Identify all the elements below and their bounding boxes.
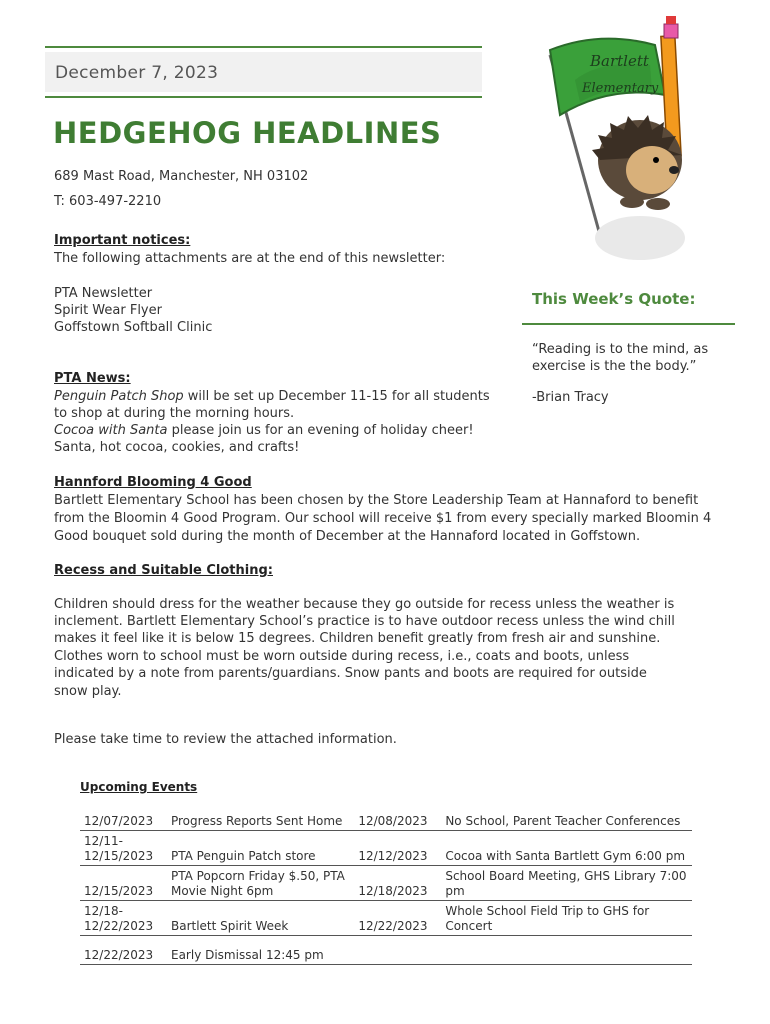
event-description: Whole School Field Trip to GHS for Concert: [441, 901, 692, 936]
event-description: PTA Penguin Patch store: [167, 831, 354, 866]
event-description: No School, Parent Teacher Conferences: [441, 812, 692, 831]
quote-heading: This Week’s Quote:: [532, 290, 696, 308]
quote-divider: [522, 323, 735, 325]
events-table: [80, 812, 692, 965]
newsletter-date: December 7, 2023: [55, 63, 219, 83]
newsletter-title: HEDGEHOG HEADLINES: [53, 116, 442, 150]
hannaford-line: Bartlett Elementary School has been chosen by the Store Leadership Team at Hannaford to benefit: [54, 493, 699, 508]
event-date: 12/12/2023: [354, 831, 441, 866]
recess-heading: Recess and Suitable Clothing:: [54, 563, 273, 578]
pta-item-2-title: Cocoa with Santa: [54, 423, 168, 438]
school-logo: [540, 10, 740, 270]
date-bar-background: [45, 52, 482, 92]
recess-line: snow play.: [54, 684, 122, 699]
quote-text-line1: “Reading is to the mind, as: [532, 342, 709, 357]
hannaford-heading: Hannford Blooming 4 Good: [54, 475, 252, 490]
recess-line: indicated by a note from parents/guardians. Snow pants and boots are required for outside: [54, 666, 647, 681]
event-description: Bartlett Spirit Week: [167, 901, 354, 936]
hannaford-line: Good bouquet sold during the month of December at the Hannaford located in Goffstown.: [54, 529, 641, 544]
recess-line: Clothes worn to school must be worn outside during recess, i.e., coats and boots, unless: [54, 649, 630, 664]
event-description: PTA Popcorn Friday $.50, PTA Movie Night 6pm: [167, 866, 354, 901]
event-date: [354, 936, 441, 965]
hannaford-line: from the Bloomin 4 Good Program. Our school will receive $1 from every specially marked Bloomin 4: [54, 511, 712, 526]
event-date: 12/18- 12/22/2023: [80, 901, 167, 936]
event-date: 12/18/2023: [354, 866, 441, 901]
event-date: 12/11- 12/15/2023: [80, 831, 167, 866]
pta-item-2-text: please join us for an evening of holiday cheer!: [167, 423, 474, 438]
event-date: 12/15/2023: [80, 866, 167, 901]
event-description: Progress Reports Sent Home: [167, 812, 354, 831]
quote-text-line2: exercise is the the body.”: [532, 359, 697, 374]
event-date: 12/08/2023: [354, 812, 441, 831]
event-row: [80, 866, 692, 901]
school-address: 689 Mast Road, Manchester, NH 03102: [54, 169, 309, 184]
event-row: [80, 812, 692, 831]
event-date: 12/22/2023: [80, 936, 167, 965]
pta-item-1-line2: to shop at during the morning hours.: [54, 406, 295, 421]
logo-flag-text-2: Elementary: [582, 81, 659, 96]
notices-heading: Important notices:: [54, 233, 191, 248]
recess-line: inclement. Bartlett Elementary School’s practice is to have outdoor recess unless the wind chill: [54, 614, 675, 629]
recess-line: makes it feel like it is below 15 degrees. Children benefit greatly from fresh air and sunshine.: [54, 631, 661, 646]
pta-item-1: [54, 388, 514, 406]
school-phone: T: 603-497-2210: [54, 194, 162, 209]
pta-item-1-title: Penguin Patch Shop: [54, 389, 184, 404]
date-bar: [45, 46, 482, 98]
notice-item: Spirit Wear Flyer: [54, 303, 162, 318]
notices-intro: The following attachments are at the end of this newsletter:: [54, 251, 446, 266]
event-date: 12/07/2023: [80, 812, 167, 831]
hedgehog-logo-icon: [540, 10, 740, 270]
quote-author: -Brian Tracy: [532, 390, 609, 405]
event-row: [80, 831, 692, 866]
pta-heading: PTA News:: [54, 371, 131, 386]
pta-item-2: [54, 422, 514, 440]
notice-item: PTA Newsletter: [54, 286, 153, 301]
recess-line: Children should dress for the weather because they go outside for recess unless the weather is: [54, 597, 675, 612]
event-date: 12/22/2023: [354, 901, 441, 936]
event-row: [80, 901, 692, 936]
notice-item: Goffstown Softball Clinic: [54, 320, 213, 335]
event-row: [80, 936, 692, 965]
pta-item-1-text: will be set up December 11-15 for all students: [183, 389, 490, 404]
event-description: Early Dismissal 12:45 pm: [167, 936, 354, 965]
events-heading: Upcoming Events: [80, 780, 198, 794]
review-note: Please take time to review the attached information.: [54, 732, 397, 747]
event-description: Cocoa with Santa Bartlett Gym 6:00 pm: [441, 831, 692, 866]
logo-flag-text-1: Bartlett: [590, 52, 649, 70]
pta-item-2-line2: Santa, hot cocoa, cookies, and crafts!: [54, 440, 300, 455]
event-description: School Board Meeting, GHS Library 7:00 pm: [441, 866, 692, 901]
event-description: [441, 936, 692, 965]
